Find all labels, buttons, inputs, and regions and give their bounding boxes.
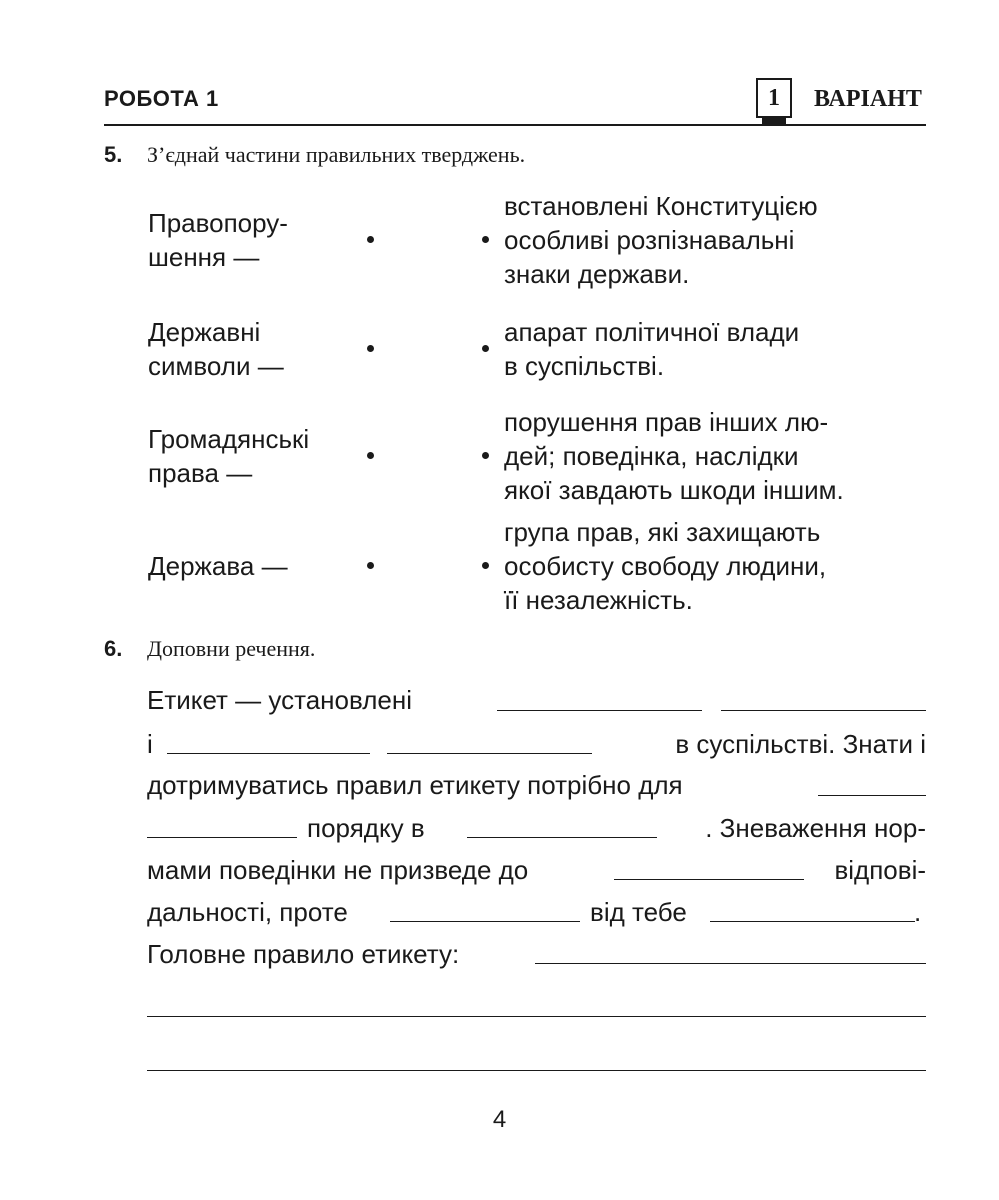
fill-text-3: в суспільстві. Знати і (675, 729, 926, 759)
answer-blank-10[interactable] (710, 921, 915, 922)
term-3-connector-dot[interactable] (367, 452, 374, 459)
definition-3-line-1: порушення прав інших лю- (504, 407, 829, 437)
task6-number: 6. (104, 636, 123, 661)
task6-instruction: Доповни речення. (147, 636, 316, 661)
definition-4-line-2: особисту свободу людини, (504, 551, 827, 581)
definition-4-line-3: її незалежність. (504, 585, 693, 615)
answer-blank-11[interactable] (535, 963, 926, 964)
term-1-connector-dot[interactable] (367, 236, 374, 243)
term-4-line-1: Держава — (148, 551, 288, 581)
task5-number: 5. (104, 142, 123, 167)
term-3 (148, 422, 309, 490)
definition-2 (504, 315, 799, 383)
answer-blank-5[interactable] (818, 795, 926, 796)
fill-text-2: і (147, 729, 153, 759)
definition-1-line-2: особливі розпізнавальні (504, 225, 795, 255)
definition-3 (504, 405, 844, 507)
definition-1-connector-dot[interactable] (482, 236, 489, 243)
definition-4-connector-dot[interactable] (482, 562, 489, 569)
definition-3-connector-dot[interactable] (482, 452, 489, 459)
answer-line-1[interactable] (147, 1016, 926, 1017)
answer-blank-9[interactable] (390, 921, 580, 922)
term-4 (148, 549, 288, 583)
fill-text-9: дальності, проте (147, 897, 348, 927)
answer-blank-3[interactable] (167, 753, 370, 754)
fill-text-4: дотримуватись правил етикету потрібно для (147, 770, 683, 800)
definition-2-line-1: апарат політичної влади (504, 317, 800, 347)
answer-blank-4[interactable] (387, 753, 592, 754)
definition-4 (504, 515, 826, 617)
fill-text-5: порядку в (307, 813, 425, 843)
term-2-line-1: Державні (148, 317, 261, 347)
work-title: РОБОТА 1 (104, 86, 219, 111)
task5-instruction: З’єднай частини правильних тверджень. (147, 142, 526, 167)
answer-blank-2[interactable] (721, 710, 926, 711)
term-2 (148, 315, 284, 383)
definition-2-line-2: в суспільстві. (504, 351, 665, 381)
fill-text-8: відпові- (834, 855, 926, 885)
variant-number-badge (756, 78, 792, 118)
answer-line-2[interactable] (147, 1070, 926, 1071)
term-2-connector-dot[interactable] (367, 345, 374, 352)
fill-text-1: Етикет — установлені (147, 685, 412, 715)
term-2-line-2: символи — (148, 351, 284, 381)
term-4-connector-dot[interactable] (367, 562, 374, 569)
term-3-line-2: права — (148, 458, 253, 488)
definition-1 (504, 189, 818, 291)
definition-1-line-1: встановлені Конституцією (504, 191, 818, 221)
page-number: 4 (492, 1106, 507, 1133)
fill-text-10: від тебе (590, 897, 687, 927)
variant-label: ВАРІАНТ (814, 86, 922, 112)
answer-blank-8[interactable] (614, 879, 804, 880)
term-1-line-2: шення — (148, 242, 260, 272)
term-3-line-1: Громадянські (148, 424, 310, 454)
fill-text-12: Головне правило етикету: (147, 939, 460, 969)
variant-number: 1 (768, 84, 780, 111)
fill-text-11: . (914, 897, 922, 927)
term-1-line-1: Правопору- (148, 208, 288, 238)
answer-blank-1[interactable] (497, 710, 702, 711)
definition-3-line-2: дей; поведінка, наслідки (504, 441, 799, 471)
definition-4-line-1: група прав, які захищають (504, 517, 821, 547)
header-rule (104, 124, 926, 126)
definition-2-connector-dot[interactable] (482, 345, 489, 352)
answer-blank-7[interactable] (467, 837, 657, 838)
answer-blank-6[interactable] (147, 837, 297, 838)
fill-text-7: мами поведінки не призведе до (147, 855, 529, 885)
definition-3-line-3: якої завдають шкоди іншим. (504, 475, 844, 505)
term-1 (148, 206, 288, 274)
definition-1-line-3: знаки держави. (504, 259, 690, 289)
fill-text-6: . Зневаження нор- (705, 813, 926, 843)
